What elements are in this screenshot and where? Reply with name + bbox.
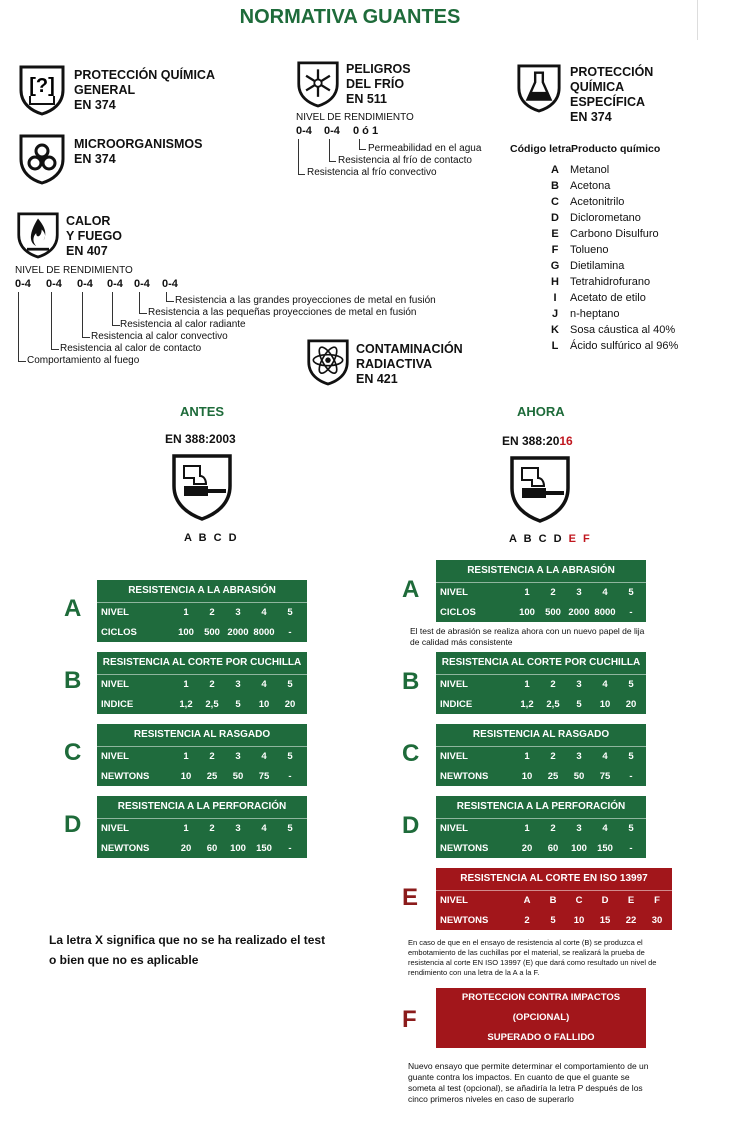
antes-abrasion-box: RESISTENCIA A LA ABRASIÓN NIVEL 1 2 3 4 5 CICLOS 100 500 2000 8000 - (97, 580, 307, 642)
impactos-box (436, 988, 646, 1048)
impactos-line3: SUPERADO O FALLIDO (487, 1032, 595, 1043)
corte-note: En caso de que en el ensayo de resistencia al corte (B) se produzca el embotamiento de las cuchillas por el material, se realizará la prueba de resistencia al corte EN ISO 13997 (E) que dará como resultado un nivel de rendimiento con una letra de la A a la F. (408, 938, 657, 977)
frio-item-3: Resistencia al frío convectivo (307, 167, 437, 178)
ahora-label: AHORA (517, 404, 565, 419)
impactos-note: Nuevo ensayo que permite determinar el comportamiento de un guante contra los impactos. En cuanto de que el guante se someta al test (opcional), se añadiría la letra P después de los cinco primeros niveles en caso de superarlo (408, 1061, 649, 1104)
calor-code-2: 0-4 (46, 278, 62, 290)
microorganismos-label: MICROORGANISMOS (74, 137, 203, 151)
antes-corte-box: RESISTENCIA AL CORTE POR CUCHILLA NIVEL 1 2 3 4 5 INDICE 1,2 2,5 5 10 20 (97, 652, 307, 714)
antes-label: ANTES (180, 404, 225, 419)
abrasion-title: RESISTENCIA A LA ABRASIÓN (97, 580, 307, 603)
frio-line2: DEL FRÍO (346, 77, 405, 91)
prot-quimica-especifica-line3: ESPECÍFICA (570, 95, 646, 109)
calor-item-1: Resistencia a las grandes proyecciones de metal en fusión (175, 295, 436, 306)
snowflake-icon (296, 60, 340, 108)
ahora-letters: A B C D E F (509, 533, 592, 545)
contaminacion-line2: RADIACTIVA (356, 357, 433, 371)
perforacion-title: RESISTENCIA A LA PERFORACIÓN (97, 796, 307, 819)
frio-line1: PELIGROS (346, 62, 411, 76)
frio-item-2: Resistencia al frío de contacto (338, 155, 472, 166)
chemical-flask-warning-icon (18, 64, 66, 116)
calor-item-6: Comportamiento al fuego (27, 355, 140, 366)
corte-title: RESISTENCIA AL CORTE POR CUCHILLA (97, 652, 307, 675)
frio-code-2: 0-4 (324, 125, 340, 137)
impactos-line1: PROTECCION CONTRA IMPACTOS (461, 992, 621, 1003)
frio-item-1: Permeabilidad en el agua (368, 143, 482, 154)
flame-icon (16, 211, 60, 259)
frio-code-1: 0-4 (296, 125, 312, 137)
flask-icon (516, 63, 562, 113)
ahora-abrasion-box: RESISTENCIA A LA ABRASIÓN NIVEL 1 2 3 4 5 CICLOS 100 500 2000 8000 - (436, 560, 646, 622)
chem-row-e: E Carbono Disulfuro (551, 228, 659, 240)
ahora-letter-a: A (402, 576, 420, 603)
ahora-perforacion-box: RESISTENCIA A LA PERFORACIÓN NIVEL 1 2 3 4 5 NEWTONS 20 60 100 150 - (436, 796, 646, 858)
prot-quimica-general-line1: PROTECCIÓN QUÍMICA (74, 68, 215, 82)
contaminacion-std: EN 421 (356, 372, 398, 386)
calor-code-1: 0-4 (15, 278, 31, 290)
microorganismos-std: EN 374 (74, 152, 116, 166)
ahora-letter-c: C (402, 740, 420, 767)
antes-rasgado-box: RESISTENCIA AL RASGADO NIVEL 1 2 3 4 5 NEWTONS 10 25 50 75 - (97, 724, 307, 786)
divider (697, 0, 698, 40)
calor-line1: CALOR (66, 214, 111, 228)
prot-quimica-especifica-std: EN 374 (570, 110, 612, 124)
corte-iso-title: RESISTENCIA AL CORTE EN ISO 13997 (436, 868, 672, 891)
chem-row-l: L Ácido sulfúrico al 96% (551, 340, 679, 352)
calor-code-5: 0-4 (134, 278, 150, 290)
frio-nivel-label: NIVEL DE RENDIMIENTO (296, 112, 414, 123)
calor-nivel-label: NIVEL DE RENDIMIENTO (15, 265, 133, 276)
prot-quimica-especifica-line2: QUÍMICA (570, 80, 625, 94)
contaminacion-line1: CONTAMINACIÓN (356, 342, 463, 356)
ahora-standard: EN 388:2016 (502, 434, 573, 448)
ahora-letter-f: F (402, 1006, 417, 1033)
calor-code-3: 0-4 (77, 278, 93, 290)
chem-row-a: A Metanol (551, 164, 610, 176)
chem-row-k: K Sosa cáustica al 40% (551, 324, 676, 336)
x-note: La letra X significa que no se ha realizado el test o bien que no es aplicable (49, 933, 326, 967)
ahora-corte-box: RESISTENCIA AL CORTE POR CUCHILLA NIVEL 1 2 3 4 5 INDICE 1,2 2,5 5 10 20 (436, 652, 646, 714)
calor-item-2: Resistencia a las pequeñas proyecciones de metal en fusión (148, 307, 417, 318)
svg-text:[?]: [?] (29, 75, 55, 97)
chem-row-i: I Acetato de etilo (553, 292, 646, 304)
calor-line2: Y FUEGO (66, 229, 123, 243)
antes-letter-d: D (64, 811, 82, 838)
calor-item-5: Resistencia al calor de contacto (60, 343, 202, 354)
chem-row-c: C Acetonitrilo (551, 196, 625, 208)
chem-row-h: H Tetrahidrofurano (551, 276, 651, 288)
antes-letter-b: B (64, 667, 82, 694)
chem-row-f: F Tolueno (551, 244, 609, 256)
ahora-letter-d: D (402, 812, 420, 839)
chem-row-g: G Dietilamina (550, 260, 625, 272)
frio-std: EN 511 (346, 92, 388, 106)
page-title: NORMATIVA GUANTES (239, 6, 461, 28)
mechanical-risk-hammer-icon-2016 (508, 454, 572, 524)
atom-radiation-icon (306, 338, 350, 386)
mechanical-risk-hammer-icon (170, 452, 234, 522)
calor-item-3: Resistencia al calor radiante (120, 319, 246, 330)
chem-col-producto: Producto químico (571, 143, 661, 155)
calor-std: EN 407 (66, 244, 108, 258)
chem-col-letra: Código letra (510, 143, 572, 155)
ahora-rasgado-box: RESISTENCIA AL RASGADO NIVEL 1 2 3 4 5 NEWTONS 10 25 50 75 - (436, 724, 646, 786)
prot-quimica-general-line2: GENERAL (74, 83, 136, 97)
chem-row-b: B Acetona (551, 180, 611, 192)
antes-letter-a: A (64, 595, 82, 622)
chem-row-d: D Diclorometano (551, 212, 641, 224)
calor-item-4: Resistencia al calor convectivo (91, 331, 228, 342)
ahora-letter-b: B (402, 668, 420, 695)
abrasion-note: El test de abrasión se realiza ahora con un nuevo papel de lija de calidad más consistente (410, 626, 645, 647)
biohazard-icon (18, 133, 66, 185)
antes-standard: EN 388:2003 (165, 432, 236, 446)
chem-list (540, 162, 678, 354)
prot-quimica-especifica-line1: PROTECCIÓN (570, 65, 654, 79)
frio-code-3: 0 ó 1 (353, 125, 379, 137)
antes-letters: A B C D (184, 532, 239, 544)
rasgado-title: RESISTENCIA AL RASGADO (97, 724, 307, 747)
ahora-letter-e: E (402, 884, 419, 911)
impactos-line2: (OPCIONAL) (512, 1012, 570, 1023)
chem-row-j: J n-heptano (551, 308, 620, 320)
prot-quimica-general-std: EN 374 (74, 98, 116, 112)
corte-iso-box: RESISTENCIA AL CORTE EN ISO 13997 NIVEL A B C D E F NEWTONS 2 5 10 15 22 30 (436, 868, 672, 930)
calor-code-6: 0-4 (162, 278, 178, 290)
antes-perforacion-box: RESISTENCIA A LA PERFORACIÓN NIVEL 1 2 3 4 5 NEWTONS 20 60 100 150 - (97, 796, 307, 858)
antes-letter-c: C (64, 739, 82, 766)
calor-code-4: 0-4 (107, 278, 123, 290)
